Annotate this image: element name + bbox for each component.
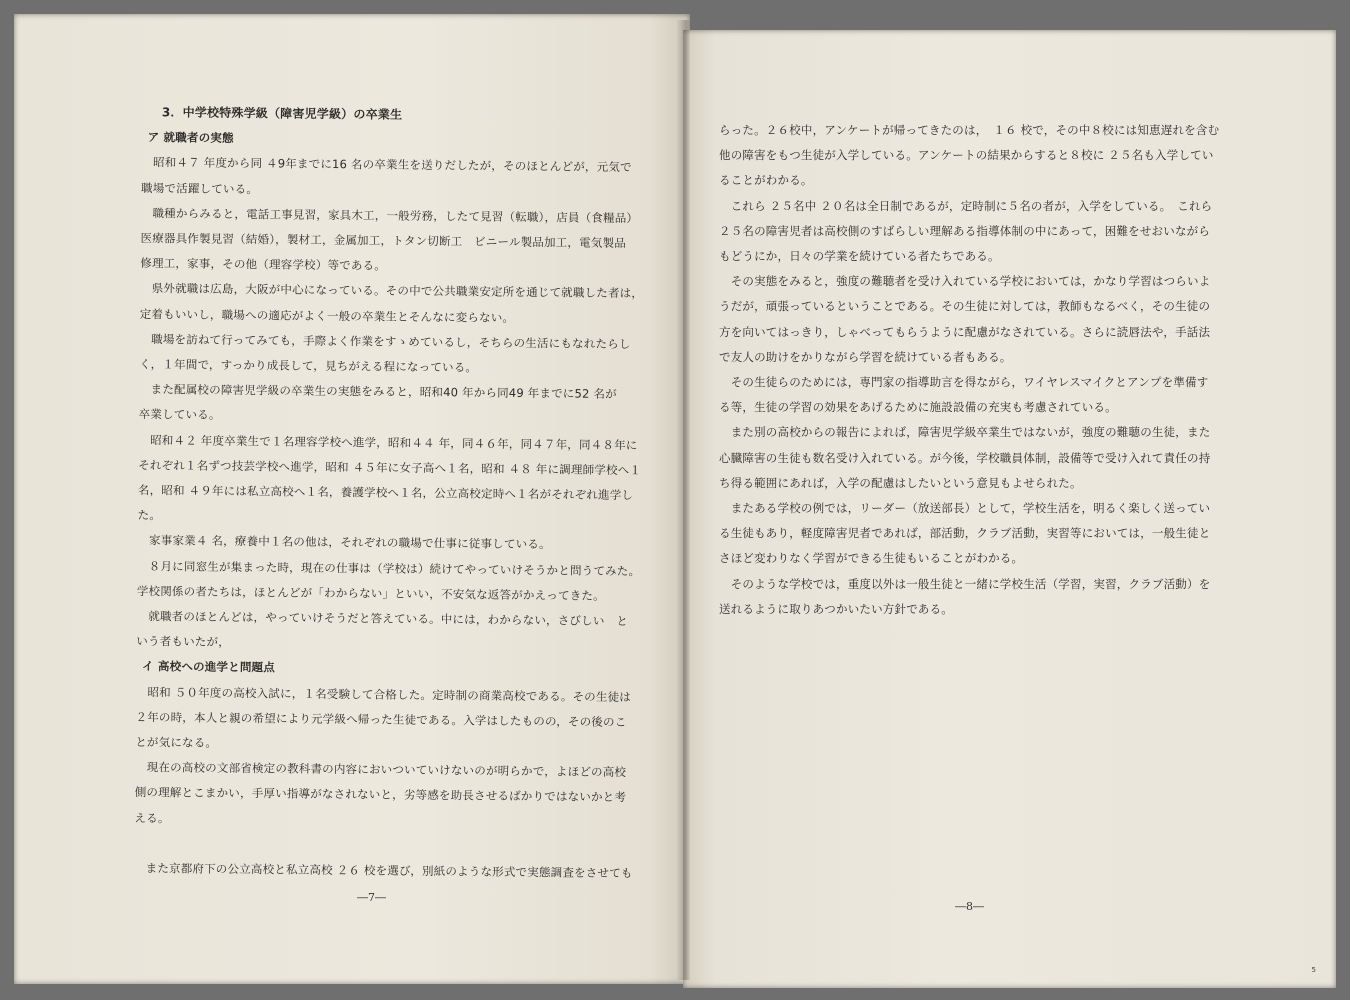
text-line: また京都府下の公立高校と私立高校 ２６ 校を選び，別紙のような形式で実態調査をさせても (133, 861, 633, 881)
text-line: 昭和 ５０年度の高校入試に，１名受験して合格した。定時制の商業高校である。その生徒は (135, 684, 632, 704)
subsection-heading: イ 高校への進学と問題点 (141, 659, 276, 675)
text-line: これら ２５名中 ２０名は全日制であるが，定時制に５名の者が，入学をしている。 これら (719, 198, 1213, 213)
text-line: 心臓障害の生徒も数名受け入れている。が今後，学校職員体制，設備等で受け入れて責任の持 (719, 450, 1211, 465)
text-line: 家事家業４ 名，療養中１名の他は，それぞれの職場で仕事に従事している。 (137, 533, 551, 552)
text-line: らった。２６校中，アンケートが帰ってきたのは， １６ 校で，その中８校には知恵遅れを含む (719, 123, 1220, 137)
text-line: また配属校の障害児学級の卒業生の実態をみると，昭和40 年から同49 年までに52 名が (138, 382, 617, 402)
text-line: その実態をみると，強度の難聴者を受け入れている学校においては，かなり学習はつらいよ (719, 274, 1211, 289)
text-line: く，１年間で，すっかり成長して，見ちがえる程になっている。 (139, 357, 478, 375)
text-line: 昭和４７ 年度から同 ４9年までに16 名の卒業生を送りだしたが，そのほとんどが，元気で (141, 155, 632, 175)
corner-mark: 5 (1311, 966, 1316, 974)
text-line: 送れるように取りあつかいたい方針である。 (719, 601, 953, 616)
text-line: 県外就職は広島，大阪が中心になっている。その中で公共職業安定所を通じて就職した者は， (139, 281, 644, 301)
text-line: またある学校の例では，リーダー（放送部長）として，学校生活を，明るく楽しく送ってい (719, 501, 1211, 516)
text-line: で友人の助けをかりながら学習を続けている者もある。 (719, 349, 1012, 364)
text-line: 他の障害をもつ生徒が入学している。アンケートの結果からすると８校に ２５名も入学してい (719, 148, 1214, 163)
text-line: 定着もいいし，職場への適応がよく一般の卒業生とそんなに変らない。 (139, 306, 515, 325)
section-heading: 3．中学校特殊学級（障害児学級）の卒業生 (161, 105, 403, 122)
text-line: ち得る範囲にあれば，入学の配慮はしたいという意見もよせられた。 (719, 475, 1082, 490)
text-line: とが気になる。 (135, 735, 218, 750)
right-page (683, 30, 1336, 988)
text-line: 方を向いてはっきり，しゃべってもらうように配慮がなされている。さらに読唇法や，手話法 (719, 324, 1211, 339)
left-page-text (134, 100, 654, 887)
text-line: ることがわかる。 (719, 173, 813, 188)
text-line: 職場を訪ねて行ってみても，手際よく作業をすゝめているし，そちらの生活にもなれたらし (139, 331, 631, 351)
text-line: ８月に同窓生が集まった時，現在の仕事は（学校は）続けてやっていけそうかと問うてみた。 (137, 558, 641, 578)
spine-shadow (676, 20, 690, 980)
text-line: ２５名の障害児者は高校側のすばらしい理解ある指導体制の中にあって，困難をせおいながら (719, 223, 1211, 238)
text-line: 職種からみると，電話工事見習，家具木工，一般労務，したて見習（転職），店員（食糧品） (140, 205, 639, 226)
text-line: 名，昭和 ４９年には私立高校へ１名，養護学校へ１名，公立高校定時へ１名がそれぞれ進学し (137, 483, 634, 503)
text-line: 側の理解とこまかい，手厚い指導がなされないと，劣等感を助長させるばかりではないかと考 (134, 785, 627, 805)
text-line: もどうにか，日々の学業を続けている者たちである。 (719, 249, 1000, 264)
text-line: さほど変わりなく学習ができる生徒もいることがわかる。 (719, 551, 1024, 566)
text-line: そのような学校では，重度以外は一般生徒と一緒に学校生活（学習，実習，クラブ活動）を (719, 576, 1211, 591)
text-line: える。 (134, 810, 170, 826)
text-line: る生徒もあり，軽度障害児者であれば，部活動，クラブ活動，実習等においては，一般生徒と (719, 526, 1211, 541)
text-line: 卒業している。 (138, 407, 221, 423)
text-line: ２年の時，本人と親の希望により元学級へ帰った生徒である。入学はしたものの，その後のこ (135, 709, 627, 729)
right-page-body (719, 118, 1225, 622)
text-line: る等，生徒の学習の効果をあげるために施設設備の充実も考慮されている。 (719, 400, 1117, 415)
text-line: また別の高校からの報告によれば，障害児学級卒業生ではないが，強度の難聴の生徒，また (719, 425, 1211, 440)
text-line: 医療器具作製見習（結婚），製材工，金属加工，トタン切断工 ビニール製品加工，電気製品 (140, 231, 627, 251)
text-line: 昭和４２ 年度卒業生で１名理容学校へ進学，昭和４４ 年，同４６年，同４７年，同４８年に (138, 432, 638, 452)
text-line: 就職者のほとんどは，やっていけそうだと答えている。中には，わからない，さびしい と (136, 609, 629, 629)
text-line: その生徒らのためには，専門家の指導助言を得ながら，ワイヤレスマイクとアンプを準備す (719, 375, 1209, 390)
text-line: 学校関係の者たちは，ほとんどが「わからない」といい，不安気な返答がかえってきた。 (136, 583, 605, 603)
left-page (14, 14, 690, 984)
subsection-heading: ア 就職者の実態 (147, 130, 234, 146)
text-line: いう者もいたが， (136, 634, 231, 650)
text-line: 現在の高校の文部省検定の教科書の内容においついていけないのが明らかで，よほどの高校 (134, 760, 627, 780)
text-line: 職場で活躍している。 (141, 180, 259, 196)
page-number-left: ―7― (357, 891, 386, 904)
right-page-text (719, 118, 1225, 622)
page-number-right: ―8― (955, 900, 984, 913)
left-page-body (134, 125, 654, 886)
text-line: た。 (137, 508, 162, 523)
text-line: うだが，頑張っているということである。その生徒に対しては，教師もなるべく，その生徒の (719, 299, 1211, 314)
text-line: 修理工，家事，その他（理容学校）等である。 (140, 256, 387, 273)
text-line: それぞれ１名ずつ技芸学校へ進学，昭和 ４５年に女子高へ１名，昭和 ４８ 年に調理師学校へ１ (138, 457, 642, 478)
